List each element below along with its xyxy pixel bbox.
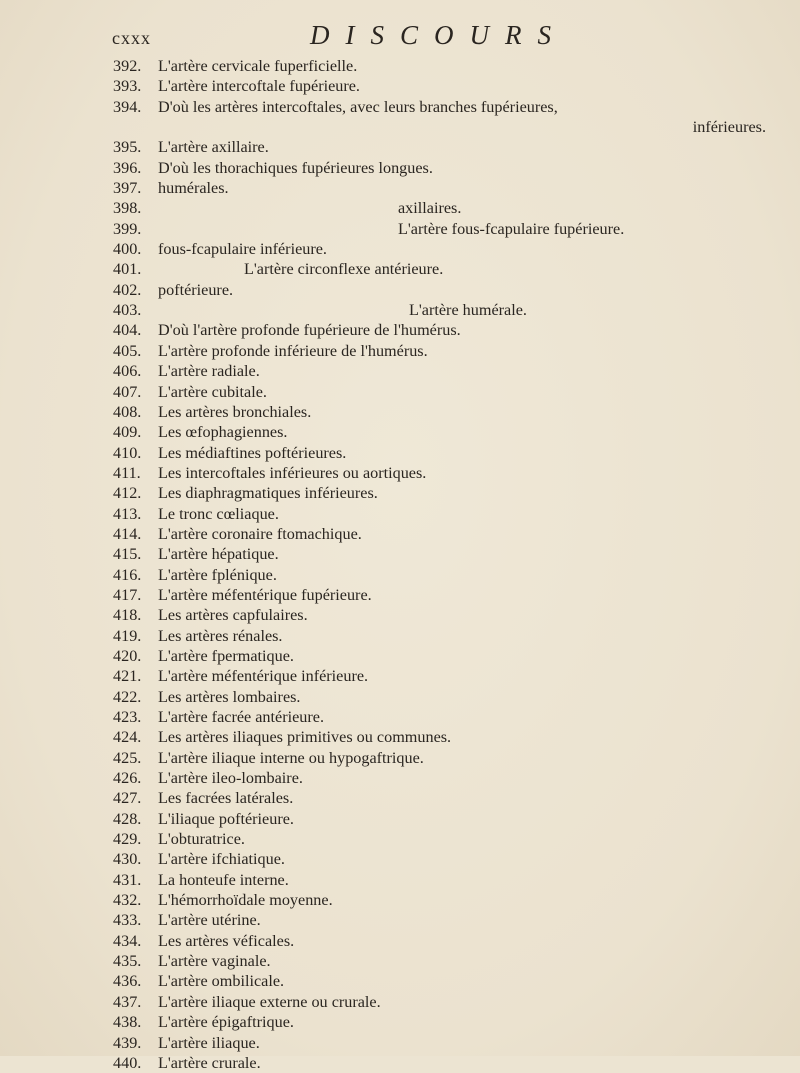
entry-text: La honteufe interne. <box>158 870 289 889</box>
entry-text: L'artère vaginale. <box>158 952 271 971</box>
entry-text: L'artère cervicale fuperficielle. <box>158 57 358 75</box>
list-item <box>0 504 800 524</box>
entry-number: 407. <box>113 382 142 401</box>
entry-continuation: inférieures. <box>692 117 766 136</box>
entry-number: 410. <box>113 443 142 462</box>
entry-text: L'artère facrée antérieure. <box>158 708 325 726</box>
list-item <box>0 443 800 463</box>
entry-number: 405. <box>113 341 142 360</box>
list-item <box>0 890 800 910</box>
entry-number: 397. <box>113 179 142 198</box>
entry-number: 434. <box>113 931 142 950</box>
entry-text: Les artères capfulaires. <box>158 606 308 625</box>
entry-number: 430. <box>113 850 142 869</box>
entry-number: 439. <box>113 1033 142 1052</box>
entry-text: L'artère ifchiatique. <box>158 850 285 869</box>
entry-number: 436. <box>113 972 142 991</box>
entry-number: 404. <box>113 321 142 340</box>
entry-number: 418. <box>113 606 142 625</box>
entry-number: 412. <box>113 484 142 503</box>
entry-number: 437. <box>113 992 142 1011</box>
list-item <box>0 748 800 768</box>
entry-text: Les artères iliaques primitives ou communes. <box>158 728 452 747</box>
entry-number: 426. <box>113 769 142 788</box>
list-item <box>0 76 800 96</box>
entry-number: 399. <box>113 219 142 238</box>
list-item <box>0 931 800 951</box>
entry-number: 428. <box>113 809 142 828</box>
entry-number: 423. <box>113 708 142 726</box>
list-item <box>0 707 800 727</box>
entry-text: L'artère utérine. <box>158 911 261 930</box>
list-item <box>0 178 800 198</box>
entry-number: 402. <box>113 280 142 299</box>
entry-text: poftérieure. <box>158 280 234 299</box>
entry-text: axillaires. <box>398 199 462 218</box>
list-item <box>0 870 800 890</box>
list-item <box>0 361 800 381</box>
entry-number: 432. <box>113 891 142 910</box>
entry-number: 400. <box>113 240 142 259</box>
entry-number: 416. <box>113 565 142 584</box>
list-item <box>0 300 800 320</box>
list-item <box>0 320 800 340</box>
list-item <box>0 951 800 971</box>
entry-text: fous-fcapulaire inférieure. <box>158 240 327 259</box>
entry-text: L'iliaque poftérieure. <box>158 809 294 828</box>
list-item <box>0 626 800 646</box>
list-item <box>0 341 800 361</box>
entry-number: 427. <box>113 789 142 808</box>
entry-number: 401. <box>113 260 142 279</box>
list-item <box>0 992 800 1012</box>
list-item <box>0 463 800 483</box>
entry-number: 421. <box>113 667 142 686</box>
entry-number: 435. <box>113 952 142 971</box>
list-item <box>0 483 800 503</box>
entry-text: L'artère humérale. <box>409 301 527 320</box>
list-item <box>0 788 800 808</box>
list-item <box>0 422 800 442</box>
entry-number: 393. <box>113 77 142 96</box>
list-item <box>0 687 800 707</box>
entry-text: L'artère radiale. <box>158 362 260 381</box>
entry-text: D'où les artères intercoftales, avec leurs branches fupérieures, <box>158 97 558 116</box>
running-title: DISCOURS <box>310 20 567 50</box>
list-item <box>0 565 800 585</box>
entry-number: 398. <box>113 199 142 218</box>
entry-text: L'artère circonflexe antérieure. <box>244 260 444 279</box>
list-item <box>0 768 800 788</box>
list-item <box>0 198 800 218</box>
list-item <box>0 97 800 138</box>
entry-number: 419. <box>113 626 142 645</box>
entry-number: 409. <box>113 423 142 442</box>
entry-text: L'artère hépatique. <box>158 545 279 564</box>
entry-text: D'où l'artère profonde fupérieure de l'humérus. <box>158 321 461 340</box>
entry-text: L'artère iliaque externe ou crurale. <box>158 992 381 1011</box>
entry-number: 394. <box>113 97 142 116</box>
entry-number: 415. <box>113 545 142 564</box>
list-item <box>0 1033 800 1053</box>
entry-text: Les artères véficales. <box>158 931 295 950</box>
entry-number: 403. <box>113 301 142 320</box>
entry-number: 440. <box>113 1053 142 1072</box>
entry-text: L'artère méfentérique fupérieure. <box>158 585 372 604</box>
page-header <box>0 20 800 60</box>
entry-text: L'artère intercoftale fupérieure. <box>158 77 360 96</box>
entry-text: L'artère méfentérique inférieure. <box>158 667 369 686</box>
list-item <box>0 137 800 157</box>
list-item <box>0 158 800 178</box>
entry-number: 395. <box>113 138 142 157</box>
entry-number: 411. <box>113 463 141 482</box>
entry-number: 422. <box>113 687 142 706</box>
entry-text: Les intercoftales inférieures ou aortiques. <box>158 463 427 482</box>
list-item <box>0 849 800 869</box>
entry-number: 414. <box>113 524 142 543</box>
entry-text: Les médiaftines poftérieures. <box>158 443 347 462</box>
entry-text: Les facrées latérales. <box>158 789 294 808</box>
entry-text: D'où les thorachiques fupérieures longues. <box>158 158 433 177</box>
entry-text: Les diaphragmatiques inférieures. <box>158 484 378 503</box>
entry-text: L'artère fpermatique. <box>158 646 294 665</box>
entry-text: L'artère fous-fcapulaire fupérieure. <box>398 219 625 238</box>
entry-number: 438. <box>113 1013 142 1032</box>
list-item <box>0 910 800 930</box>
entry-list <box>0 56 800 1073</box>
entry-text: L'artère iliaque. <box>158 1033 260 1052</box>
list-item <box>0 646 800 666</box>
entry-text: Les artères bronchiales. <box>158 402 312 421</box>
list-item <box>0 259 800 279</box>
entry-number: 424. <box>113 728 142 747</box>
list-item <box>0 280 800 300</box>
entry-text: L'artère iliaque interne ou hypogaftrique. <box>158 748 424 767</box>
entry-text: L'hémorrhoïdale moyenne. <box>158 891 333 910</box>
list-item <box>0 666 800 686</box>
entry-text: humérales. <box>158 179 229 198</box>
list-item <box>0 1012 800 1032</box>
list-item <box>0 971 800 991</box>
entry-text: Les artères lombaires. <box>158 687 301 706</box>
entry-number: 408. <box>113 402 142 421</box>
entry-text: Les artères rénales. <box>158 626 283 645</box>
entry-text: L'artère épigaftrique. <box>158 1013 294 1032</box>
entry-number: 429. <box>113 830 142 849</box>
page-number: cxxx <box>112 28 151 48</box>
list-item <box>0 239 800 259</box>
entry-text: L'artère coronaire ftomachique. <box>158 524 362 543</box>
list-item <box>0 585 800 605</box>
entry-text: L'artère cubitale. <box>158 382 267 401</box>
entry-text: L'artère crurale. <box>158 1053 261 1072</box>
entry-text: Les œfophagiennes. <box>158 423 288 442</box>
entry-number: 396. <box>113 158 142 177</box>
list-item <box>0 809 800 829</box>
list-item <box>0 829 800 849</box>
list-item <box>0 382 800 402</box>
list-item <box>0 544 800 564</box>
entry-number: 392. <box>113 57 142 75</box>
list-item <box>0 727 800 747</box>
entry-number: 420. <box>113 646 142 665</box>
entry-number: 433. <box>113 911 142 930</box>
entry-text: L'obturatrice. <box>158 830 245 849</box>
entry-text: L'artère axillaire. <box>158 138 269 157</box>
entry-text: L'artère ileo-lombaire. <box>158 769 303 788</box>
entry-number: 417. <box>113 585 142 604</box>
entry-text: Le tronc cœliaque. <box>158 504 279 523</box>
list-item <box>0 605 800 625</box>
entry-text: L'artère profonde inférieure de l'humérus. <box>158 341 428 360</box>
entry-text: L'artère fplénique. <box>158 565 277 584</box>
entry-number: 431. <box>113 870 142 889</box>
entry-number: 413. <box>113 504 142 523</box>
entry-number: 425. <box>113 748 142 767</box>
list-item <box>0 402 800 422</box>
entry-number: 406. <box>113 362 142 381</box>
list-item <box>0 219 800 239</box>
list-item <box>0 56 800 76</box>
entry-text: L'artère ombilicale. <box>158 972 285 991</box>
list-item <box>0 524 800 544</box>
